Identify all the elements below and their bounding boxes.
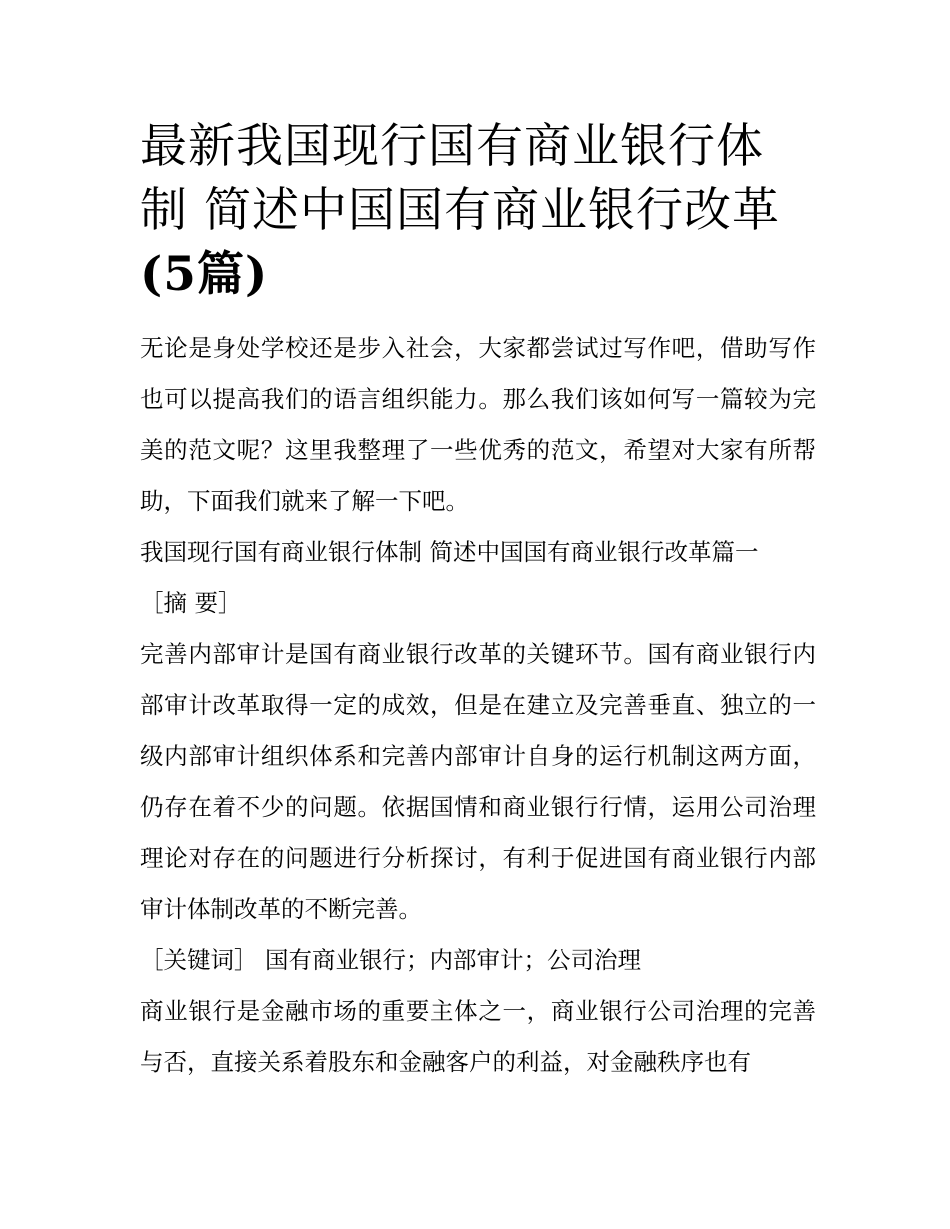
section-heading: 我国现行国有商业银行体制 简述中国国有商业银行改革篇一	[140, 538, 759, 566]
title-line-1: 最新我国现行国有商业银行体	[140, 119, 764, 174]
body-paragraph: 商业银行是金融市场的重要主体之一，商业银行公司治理的完善与否，直接关系着股东和金融客户的利益，对金融秩序也有	[140, 997, 816, 1076]
abstract-label: ［摘 要］	[140, 589, 242, 617]
document-body	[140, 323, 816, 1088]
keywords-line: ［关键词］ 国有商业银行；内部审计；公司治理	[140, 946, 641, 974]
abstract-paragraph: 完善内部审计是国有商业银行改革的关键环节。国有商业银行内部审计改革取得一定的成效，但是在建立及完善垂直、独立的一级内部审计组织体系和完善内部审计自身的运行机制这两方面，仍存在着不少的问题。依据国情和商业银行行情，运用公司治理理论对存在的问题进行分析探讨，有利于促进国有商业银行内部审计体制改革的不断完善。	[140, 640, 816, 923]
title-line-2: 制 简述中国国有商业银行改革	[140, 183, 780, 238]
intro-paragraph: 无论是身处学校还是步入社会，大家都尝试过写作吧，借助写作也可以提高我们的语言组织能力。那么我们该如何写一篇较为完美的范文呢？这里我整理了一些优秀的范文，希望对大家有所帮助，下面我们就来了解一下吧。	[140, 334, 816, 515]
document-title	[140, 115, 816, 307]
title-line-3: (5篇)	[140, 247, 269, 302]
document-content	[140, 115, 816, 1088]
